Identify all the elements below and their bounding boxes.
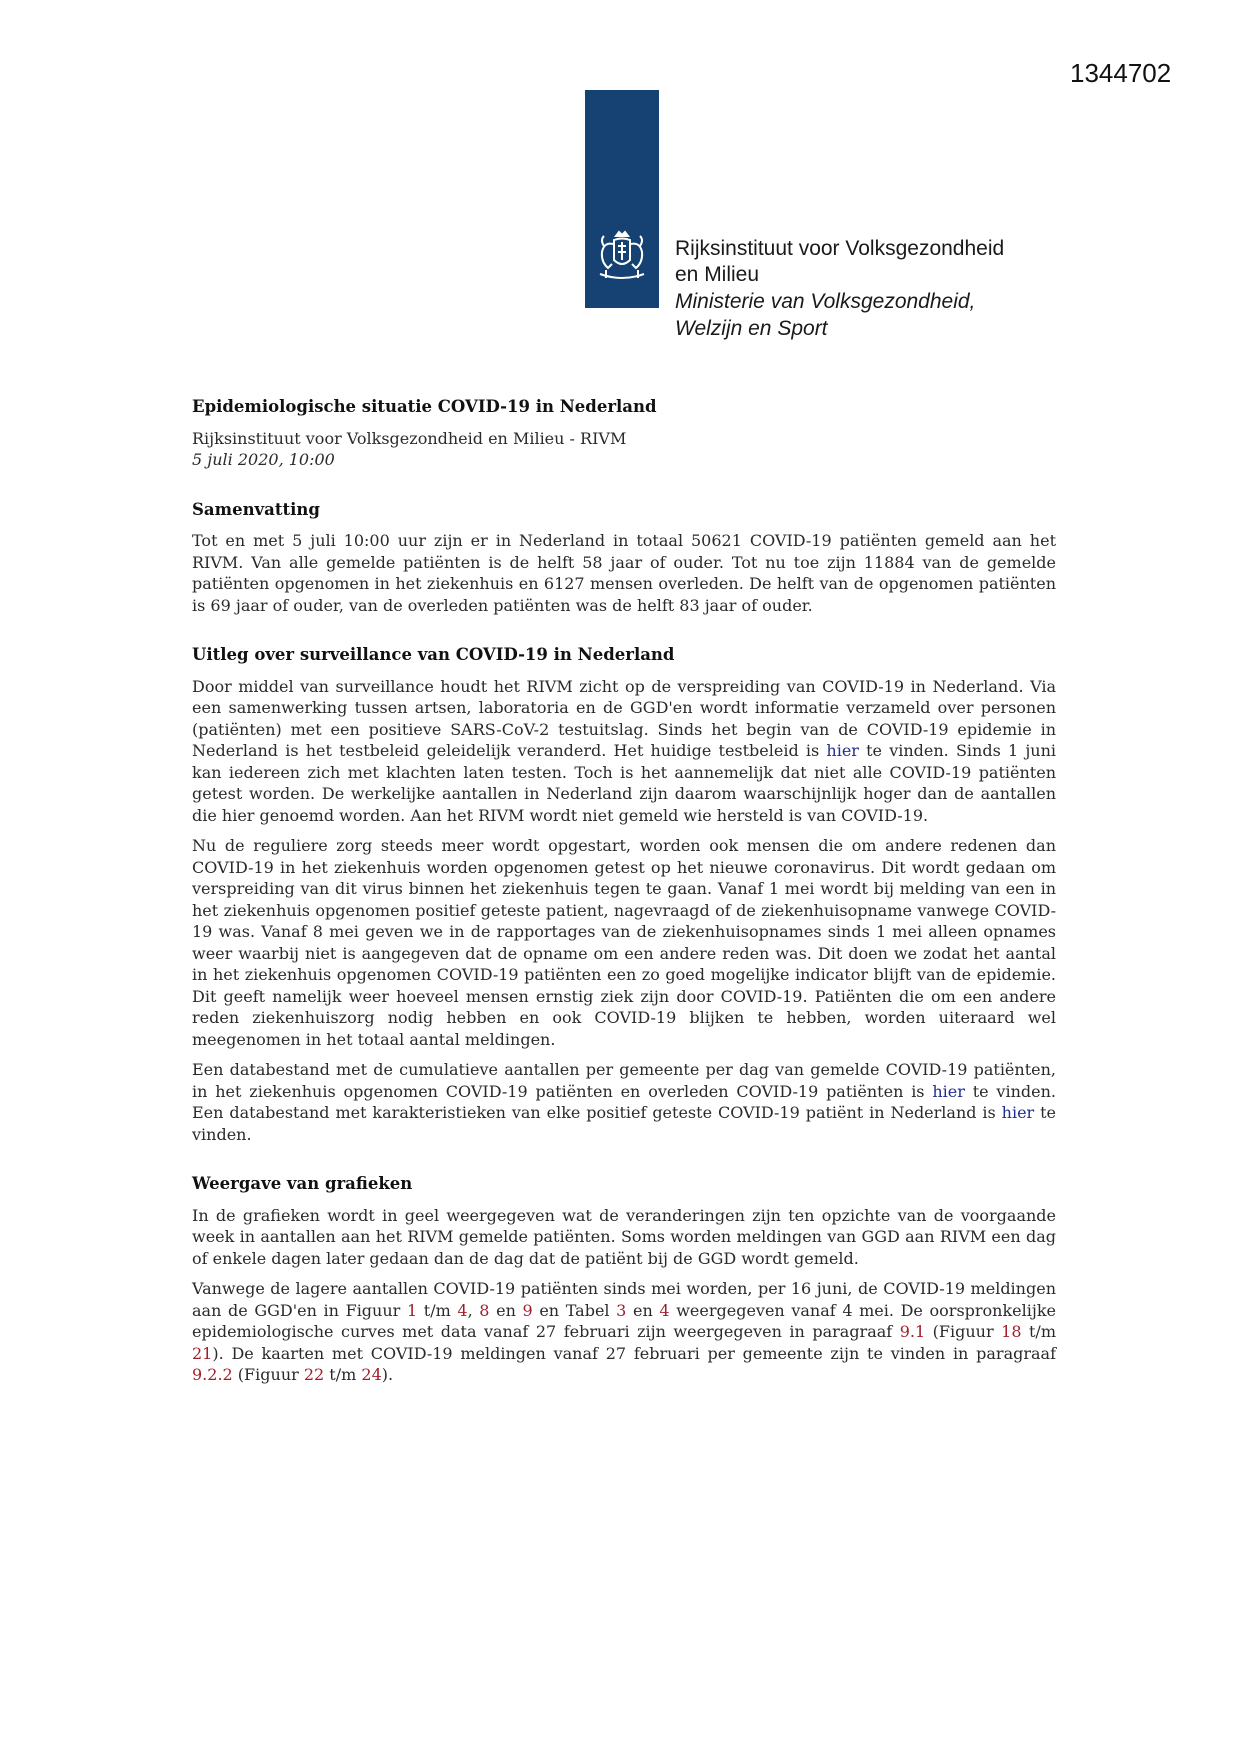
graphs-paragraph-2	[192, 1278, 1056, 1386]
text-span: (Figuur	[232, 1365, 304, 1384]
section-heading-summary: Samenvatting	[192, 499, 320, 519]
org-name-line2: en Milieu	[675, 263, 760, 286]
text-span: te vinden.	[192, 1103, 1057, 1144]
text-span: te vinden. Een databestand met karakteristieken van elke positief geteste COVID-19 patiënt in Nederland is	[192, 1081, 1056, 1122]
figure-ref-18[interactable]: 18	[1001, 1322, 1022, 1341]
text-span: weergegeven vanaf 4 mei. De oorspronkelijke epidemiologische curves met data vanaf 27 februari zijn weergegeven in paragraaf	[192, 1300, 1057, 1341]
coat-of-arms-icon	[592, 230, 652, 288]
text-span: t/m	[1021, 1322, 1056, 1341]
document-body	[192, 396, 1056, 1395]
cumulative-data-link[interactable]: hier	[932, 1081, 965, 1101]
testbeleid-link[interactable]: hier	[826, 741, 859, 760]
document-number: 1344702	[1070, 58, 1172, 88]
surveillance-paragraph-1	[192, 676, 1056, 827]
text-span: Vanwege de lagere aantallen COVID-19 patiënten sinds mei worden, per 16 juni, de COVID-19 meldingen aan de GGD'en in Figuur	[192, 1279, 1056, 1320]
summary-paragraph: Tot en met 5 juli 10:00 uur zijn er in Nederland in totaal 50621 COVID-19 patiënten gemeld aan het RIVM. Van alle gemelde patiënten is de helft 58 jaar of ouder. Tot nu toe zijn 11884 van de gemelde patiënten opgenomen in het ziekenhuis en 6127 mensen overleden. De helft van de opgenomen patiënten is 69 jaar of ouder, van de overleden patiënten was de helft 83 jaar of ouder.	[192, 531, 1056, 615]
figure-ref-8[interactable]: 8	[479, 1300, 490, 1320]
section-heading-graphs: Weergave van grafieken	[192, 1174, 413, 1193]
ministry-name-line2: Welzijn en Sport	[675, 317, 828, 340]
text-span: ,	[467, 1300, 480, 1320]
figure-ref-1[interactable]: 1	[406, 1300, 418, 1320]
text-span: t/m	[324, 1365, 362, 1384]
figure-ref-9[interactable]: 9	[522, 1300, 533, 1320]
section-ref-9-2-2[interactable]: 9.2.2	[192, 1365, 233, 1384]
ministry-name-line1: Ministerie van Volksgezondheid,	[675, 290, 976, 313]
figure-ref-4[interactable]: 4	[457, 1300, 468, 1320]
document-date: 5 juli 2020, 10:00	[192, 450, 335, 469]
surveillance-paragraph-3	[192, 1059, 1056, 1145]
text-span: ). De kaarten met COVID-19 meldingen vanaf 27 februari per gemeente zijn te vinden in paragraaf	[212, 1343, 1056, 1363]
text-span: te vinden. Sinds 1 juni kan iedereen zich met klachten laten testen. Toch is het aannemelijk dat niet alle COVID-19 patiënten getest worden. De werkelijke aantallen in Nederland zijn daarom waarschijnlijk hoger dan de aantallen die hier genoemd worden. Aan het RIVM wordt niet gemeld wie hersteld is van COVID-19.	[192, 741, 1057, 825]
document-author: Rijksinstituut voor Volksgezondheid en Milieu - RIVM	[192, 428, 627, 448]
text-span: en	[626, 1300, 660, 1320]
section-ref-9-1[interactable]: 9.1	[899, 1322, 926, 1341]
text-span: (Figuur	[925, 1322, 1002, 1341]
figure-ref-21[interactable]: 21	[192, 1343, 213, 1363]
text-span: Door middel van surveillance houdt het RIVM zicht op de verspreiding van COVID-19 in Nederland. Via een samenwerking tussen artsen, laboratoria en de GGD'en wordt informatie verzameld over personen (patiënten) met een positieve SARS-CoV-2 testuitslag. Sinds het begin van de COVID-19 epidemie in Nederland is het testbeleid geleidelijk veranderd. Het huidige testbeleid is	[192, 676, 1056, 760]
table-ref-3[interactable]: 3	[616, 1300, 627, 1320]
text-span: ).	[381, 1365, 394, 1384]
text-span: en	[489, 1300, 523, 1320]
rijksoverheid-logo-bar	[585, 90, 659, 308]
figure-ref-22[interactable]: 22	[303, 1365, 325, 1384]
text-span: en Tabel	[532, 1300, 617, 1320]
text-span: Een databestand met de cumulatieve aantallen per gemeente per dag van gemelde COVID-19 patiënten, in het ziekenhuis opgenomen COVID-19 patiënten en overleden COVID-19 patiënten is	[192, 1060, 1056, 1101]
figure-ref-24[interactable]: 24	[361, 1365, 382, 1384]
section-heading-surveillance: Uitleg over surveillance van COVID-19 in Nederland	[192, 645, 675, 664]
table-ref-4[interactable]: 4	[659, 1300, 670, 1320]
document-title: Epidemiologische situatie COVID-19 in Nederland	[192, 397, 657, 416]
characteristics-data-link[interactable]: hier	[1001, 1103, 1035, 1122]
org-name-line1: Rijksinstituut voor Volksgezondheid	[675, 237, 1005, 260]
organization-name-block	[675, 236, 1075, 342]
surveillance-paragraph-2: Nu de reguliere zorg steeds meer wordt opgestart, worden ook mensen die om andere redenen dan COVID-19 in het ziekenhuis worden opgenomen getest op het nieuwe coronavirus. Dit wordt gedaan om verspreiding van dit virus binnen het ziekenhuis tegen te gaan. Vanaf 1 mei wordt bij melding van een in het ziekenhuis opgenomen positief geteste patient, nagevraagd of de ziekenhuisopname vanwege COVID-19 was. Vanaf 8 mei geven we in de rapportages van de ziekenhuisopnames sinds 1 mei alleen opnames weer waarbij niet is aangegeven dat de opname om een andere reden was. Dit doen we zodat het aantal in het ziekenhuis opgenomen COVID-19 patiënten een zo goed mogelijke indicator blijft van de epidemie. Dit geeft namelijk weer hoeveel mensen ernstig ziek zijn door COVID-19. Patiënten die om een andere reden ziekenhuiszorg nodig hebben en ook COVID-19 blijken te hebben, worden uiteraard wel meegenomen in het totaal aantal meldingen.	[192, 836, 1056, 1049]
text-span: t/m	[417, 1300, 458, 1320]
graphs-paragraph-1: In de grafieken wordt in geel weergegeven wat de veranderingen zijn ten opzichte van de voorgaande week in aantallen aan het RIVM gemelde patiënten. Soms worden meldingen van GGD aan RIVM een dag of enkele dagen later gedaan dan de dag dat de patiënt bij de GGD wordt gemeld.	[192, 1205, 1056, 1268]
